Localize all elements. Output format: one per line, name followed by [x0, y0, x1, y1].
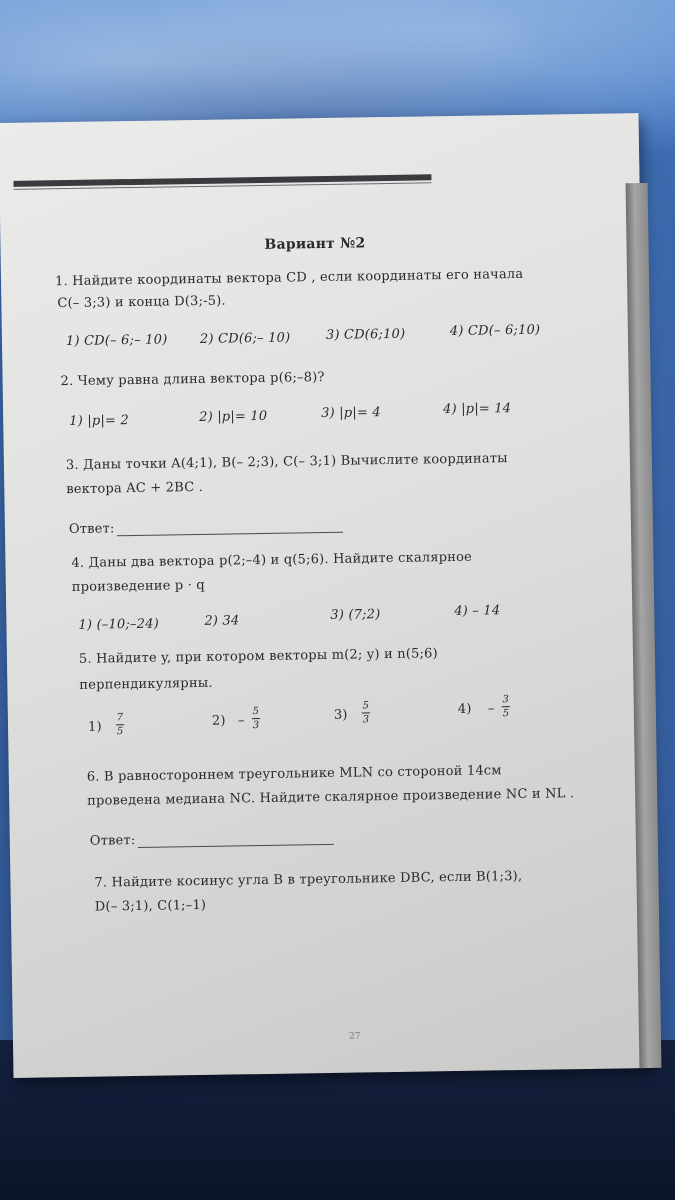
q2-option-3: 3) |p|= 4 — [321, 405, 381, 422]
q7-text-line1: 7. Найдите косинус угла B в треугольнике DBC, если B(1;3), — [94, 868, 523, 891]
q2-text: 2. Чему равна длина вектора p(6;–8)? — [60, 369, 325, 390]
variant-title: Вариант №2 — [264, 235, 366, 253]
q5-text-line1: 5. Найдите y, при котором векторы m(2; y) и n(5;6) — [78, 646, 438, 667]
q1-option-1: 1) CD(– 6;– 10) — [65, 332, 168, 350]
q1-text-line1: 1. Найдите координаты вектора CD , если координаты его начала — [54, 266, 524, 290]
worksheet-paper — [0, 113, 653, 1078]
q1-text-line2: C(– 3;3) и конца D(3;-5). — [57, 293, 226, 312]
paper-stack-edge — [626, 183, 662, 1068]
q3-text-line2: вектора AC + 2BC . — [66, 479, 204, 498]
q6-text-line2: проведена медиана NC. Найдите скалярное произведение NC и NL . — [87, 786, 575, 809]
q6-text-line1: 6. В равностороннем треугольнике MLN со стороной 14см — [86, 763, 502, 785]
q1-option-4: 4) CD(– 6;10) — [449, 322, 541, 340]
q5-option-4-sign: – — [487, 701, 495, 717]
q3-answer-label: Ответ: — [68, 521, 115, 538]
q4-option-4: 4) – 14 — [454, 603, 501, 619]
q5-option-3-label: 3) — [333, 707, 348, 723]
q5-text-line2: перпендикулярны. — [79, 675, 213, 693]
q5-option-3-fraction: 5 3 — [362, 700, 370, 726]
q6-answer-line — [138, 844, 334, 848]
q2-option-1: 1) |p|= 2 — [69, 413, 130, 430]
q3-text-line1: 3. Даны точки A(4;1), B(– 2;3), C(– 3;1) Вычислите координаты — [65, 451, 508, 474]
q2-option-4: 4) |p|= 14 — [442, 401, 512, 418]
q6-answer-label: Ответ: — [89, 833, 136, 849]
q5-option-2-fraction: 5 3 — [252, 706, 260, 732]
q1-option-2: 2) CD(6;– 10) — [199, 330, 291, 347]
page-number: 27 — [348, 1031, 361, 1042]
q3-answer-line — [117, 532, 343, 537]
q5-option-1-label: 1) — [87, 719, 102, 735]
q7-text-line2: D(– 3;1), C(1;–1) — [94, 897, 207, 915]
q5-option-2-label: 2) — [211, 713, 226, 729]
q4-option-2: 2) 34 — [204, 613, 240, 629]
q5-option-4-label: 4) — [457, 701, 472, 717]
q4-option-1: 1) (–10;–24) — [78, 616, 160, 633]
q1-option-3: 3) CD(6;10) — [325, 326, 406, 343]
q2-option-2: 2) |p|= 10 — [199, 408, 268, 425]
q5-option-4-fraction: 3 5 — [502, 694, 510, 720]
q5-option-2-sign: – — [237, 713, 245, 729]
q5-option-1-fraction: 7 5 — [116, 712, 124, 738]
q4-text-line1: 4. Даны два вектора p(2;–4) и q(5;6). Найдите скалярное — [71, 549, 473, 571]
q4-option-3: 3) (7;2) — [330, 607, 381, 623]
q4-text-line2: произведение p · q — [71, 577, 206, 595]
